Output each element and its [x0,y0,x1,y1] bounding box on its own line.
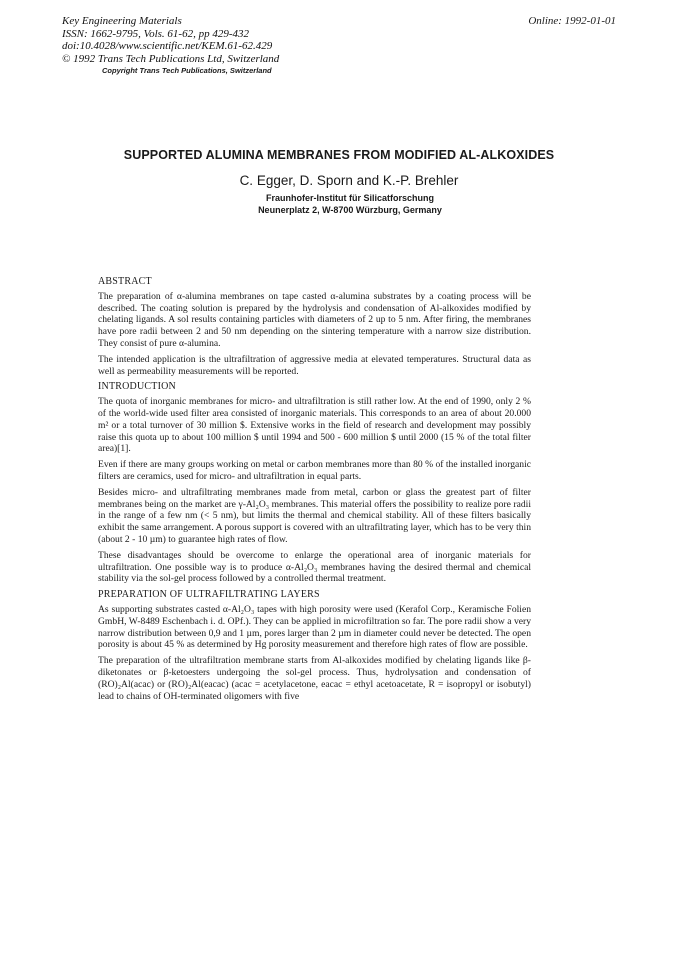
preparation-heading: PREPARATION OF ULTRAFILTRATING LAYERS [98,589,320,601]
copyright-line: © 1992 Trans Tech Publications Ltd, Switzerland [62,52,280,65]
publisher-copyright: Copyright Trans Tech Publications, Switzerland [102,66,272,75]
journal-name: Key Engineering Materials [62,15,182,27]
paper-title: SUPPORTED ALUMINA MEMBRANES FROM MODIFIED AL-ALKOXIDES [123,148,555,162]
affiliation-institute: Fraunhofer-Institut für Silicatforschung [266,193,434,203]
introduction-paragraph: Besides micro- and ultrafiltrating membranes made from metal, carbon or glass the greatest part of filter membranes being on the market are γ-Al₂O₃ membranes. This material offers the possibility to realize pore radii in the range of a few nm (< 5 nm), but limits the thermal and chemical stability. All of these filters basically exhibit the same arrangement. A porous support is covered with an ultrafiltrating layer, which has to be very thin (about 2 - 10 µm) to guarantee high rates of flow. [98,486,531,545]
journal-metadata [62,15,279,65]
paper-authors: C. Egger, D. Sporn and K.-P. Brehler [239,173,459,188]
paper-body [98,276,531,706]
preparation-paragraph: As supporting substrates casted α-Al₂O₃ tapes with high porosity were used (Kerafol Corp., Keramische Folien GmbH, W-8489 Eschenbach i. d. OPf.). They can be applied in microfiltration so far. The pore radii show a very narrow distribution between 0,9 and 1 µm, pores larger than 2 µm in diameter could never be detected. The open porosity is about 45 % as determined by Hg porosity measurement and therefore high rates of flow are possible. [98,603,531,651]
doi-line[interactable]: doi:10.4028/www.scientific.net/KEM.61-62.429 [62,40,273,52]
introduction-paragraph: The quota of inorganic membranes for micro- and ultrafiltration is still rather low. At the end of 1990, only 2 % of the world-wide used filter area consisted of inorganic materials. This corresponds to an area of about 20.000 m² or a total turnover of 30 million $. Extensive works in the field of research and development may possibly raise this quota up to about 100 million $ until 1994 and 500 - 600 million $ until 2000 (15 % of the total filter area)[1]. [98,396,531,455]
affiliation-address: Neunerplatz 2, W-8700 Würzburg, Germany [258,205,442,215]
preparation-paragraph: The preparation of the ultrafiltration membrane starts from Al-alkoxides modified by chelating ligands like β-diketonates or β-ketoesters undergoing the sol-gel process. Thus, hydrolysation and condensation of (RO)₂Al(acac) or (RO)₂Al(eacac) (acac = acetylacetone, eacac = ethyl acetoacetate, R = isopropyl or isobutyl) lead to chains of OH-terminated oligomers with five [98,655,531,702]
introduction-heading: INTRODUCTION [98,381,176,393]
introduction-paragraph: These disadvantages should be overcome to enlarge the operational area of inorganic materials for ultrafiltration. One possible way is to produce α-Al₂O₃ membranes having the desired thermal and chemical stability via the sol-gel process followed by a controlled thermal treatment. [98,549,531,585]
abstract-paragraph: The preparation of α-alumina membranes on tape casted α-alumina substrates by a coating process will be described. The coating solution is prepared by the hydrolysis and condensation of Al-alkoxides modified by chelating ligands. A sol results containing particles with diameters of 2 up to 5 nm. After firing, the membranes have pore radii between 2 and 50 nm depending on the sintering temperature with a narrow size distribution. They consist of pure α-alumina. [98,290,531,349]
introduction-paragraph: Even if there are many groups working on metal or carbon membranes more than 80 % of the installed inorganic filters are ceramics, used for micro- and ultrafiltration in equal parts. [98,459,531,482]
issn-line: ISSN: 1662-9795, Vols. 61-62, pp 429-432 [62,27,249,40]
abstract-paragraph: The intended application is the ultrafiltration of aggressive media at elevated temperatures. Structural data as well as permeability measurements will be reported. [98,353,531,377]
abstract-heading: ABSTRACT [98,276,152,287]
online-date: Online: 1992-01-01 [528,15,616,27]
